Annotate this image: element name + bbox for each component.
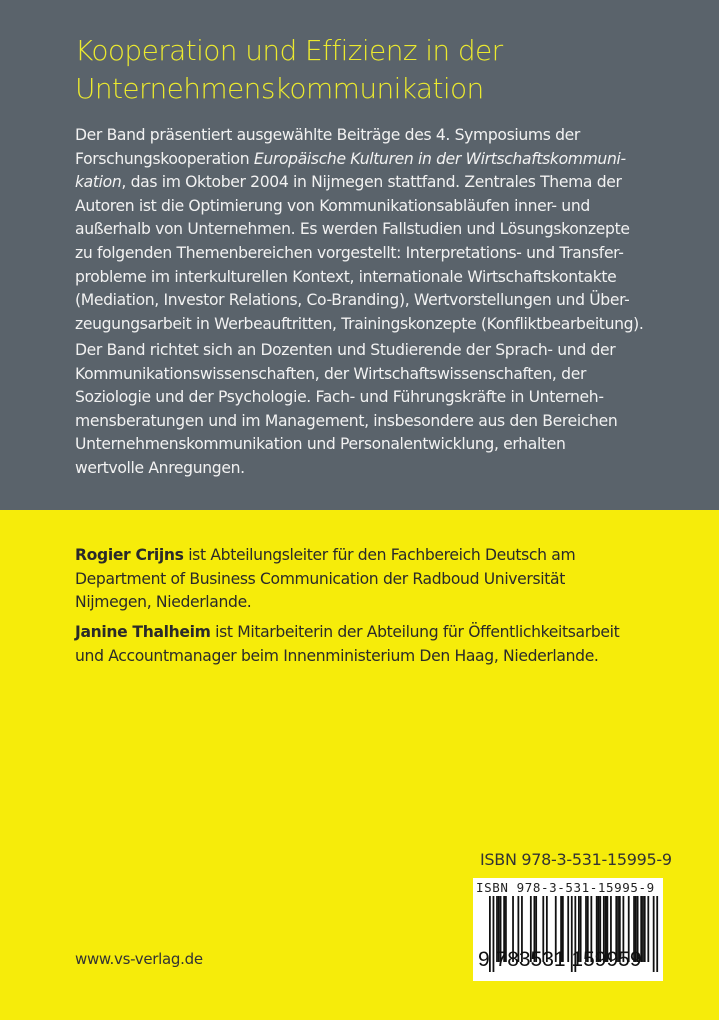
text-segment: Soziologie und der Psychologie. Fach- und Führungskräfte in Unterneh- <box>75 388 604 407</box>
barcode-bar <box>656 896 658 972</box>
text-segment: Der Band präsentiert ausgewählte Beiträge des 4. Symposiums der <box>75 126 580 144</box>
text-line <box>75 386 617 410</box>
text-segment: ist Mitarbeiterin der Abteilung für Öffentlichkeitsarbeit <box>210 623 620 641</box>
author-name: Janine Thalheim <box>75 623 211 641</box>
text-segment: kation <box>75 173 122 192</box>
barcode-bar <box>642 896 644 962</box>
text-segment: (Mediation, Investor Relations, Co-Branding), Wertvorstellungen und Über- <box>75 291 630 310</box>
text-segment: wertvolle Anregungen. <box>75 458 245 477</box>
text-segment: Unternehmenskommunikation und Personalentwicklung, erhalten <box>75 435 566 454</box>
text-line <box>75 591 575 615</box>
text-segment: Der Band richtet sich an Dozenten und Studierende der Sprach- und der <box>75 341 616 359</box>
text-line <box>75 266 644 290</box>
author-name: Rogier Crijns <box>75 546 184 564</box>
text-segment: außerhalb von Unternehmen. Es werden Fallstudien und Lösungskonzepte <box>75 220 630 239</box>
text-line <box>75 645 619 669</box>
text-line <box>75 363 617 387</box>
barcode-bar <box>647 896 649 962</box>
text-segment: zu folgenden Themenbereichen vorgestellt: Interpretations- und Transfer- <box>75 243 624 262</box>
text-line <box>75 289 644 313</box>
text-segment: Europäische Kulturen in der Wirtschaftskommuni- <box>253 149 626 168</box>
text-segment: Forschungskooperation <box>75 149 254 168</box>
text-segment: , das im Oktober 2004 in Nijmegen stattfand. Zentrales Thema der <box>121 173 622 192</box>
text-line <box>75 568 575 592</box>
text-segment: zeugungsarbeit in Werbeauftritten, Trainingskonzepte (Konfliktbearbeitung). <box>75 314 644 333</box>
barcode-digits: 9 783531 159959 <box>478 948 642 971</box>
author-bio-thalheim <box>75 621 619 668</box>
isbn-label: ISBN 978-3-531-15995-9 <box>480 850 672 869</box>
text-line <box>75 148 644 172</box>
barcode-bar <box>653 896 655 972</box>
audience-paragraph <box>75 339 617 481</box>
title-line: Kooperation und Effizienz in der <box>75 34 503 67</box>
barcode-isbn-text: ISBN 978-3-531-15995-9 <box>476 880 655 895</box>
text-segment: probleme im interkulturellen Kontext, internationale Wirtschaftskontakte <box>75 267 617 286</box>
text-line <box>75 410 617 434</box>
text-segment: mensberatungen und im Management, insbesondere aus den Bereichen <box>75 411 618 430</box>
text-line <box>75 339 617 363</box>
text-segment: ist Abteilungsleiter für den Fachbereich Deutsch am <box>183 546 576 564</box>
text-segment: Department of Business Communication der Radboud Universität <box>75 569 565 588</box>
text-segment: Kommunikationswissenschaften, der Wirtschaftswissenschaften, der <box>75 364 587 383</box>
text-line <box>75 195 644 219</box>
book-title <box>75 32 503 108</box>
publisher-url: www.vs-verlag.de <box>75 950 203 968</box>
isbn-barcode <box>473 878 663 981</box>
text-line <box>75 433 617 457</box>
text-line <box>75 621 619 645</box>
barcode-bar <box>644 896 646 962</box>
text-segment: Nijmegen, Niederlande. <box>75 593 252 612</box>
text-line <box>75 242 644 266</box>
description-paragraph <box>75 124 644 336</box>
text-line <box>75 313 644 337</box>
text-line <box>75 218 644 242</box>
title-line: Unternehmenskommunikation <box>75 72 484 105</box>
text-segment: Autoren ist die Optimierung von Kommunikationsabläufen inner- und <box>75 196 590 215</box>
text-line <box>75 171 644 195</box>
author-bio-crijns <box>75 544 575 615</box>
text-segment: und Accountmanager beim Innenministerium Den Haag, Niederlande. <box>75 646 599 665</box>
text-line <box>75 544 575 568</box>
text-line <box>75 457 617 481</box>
text-line <box>75 124 644 148</box>
